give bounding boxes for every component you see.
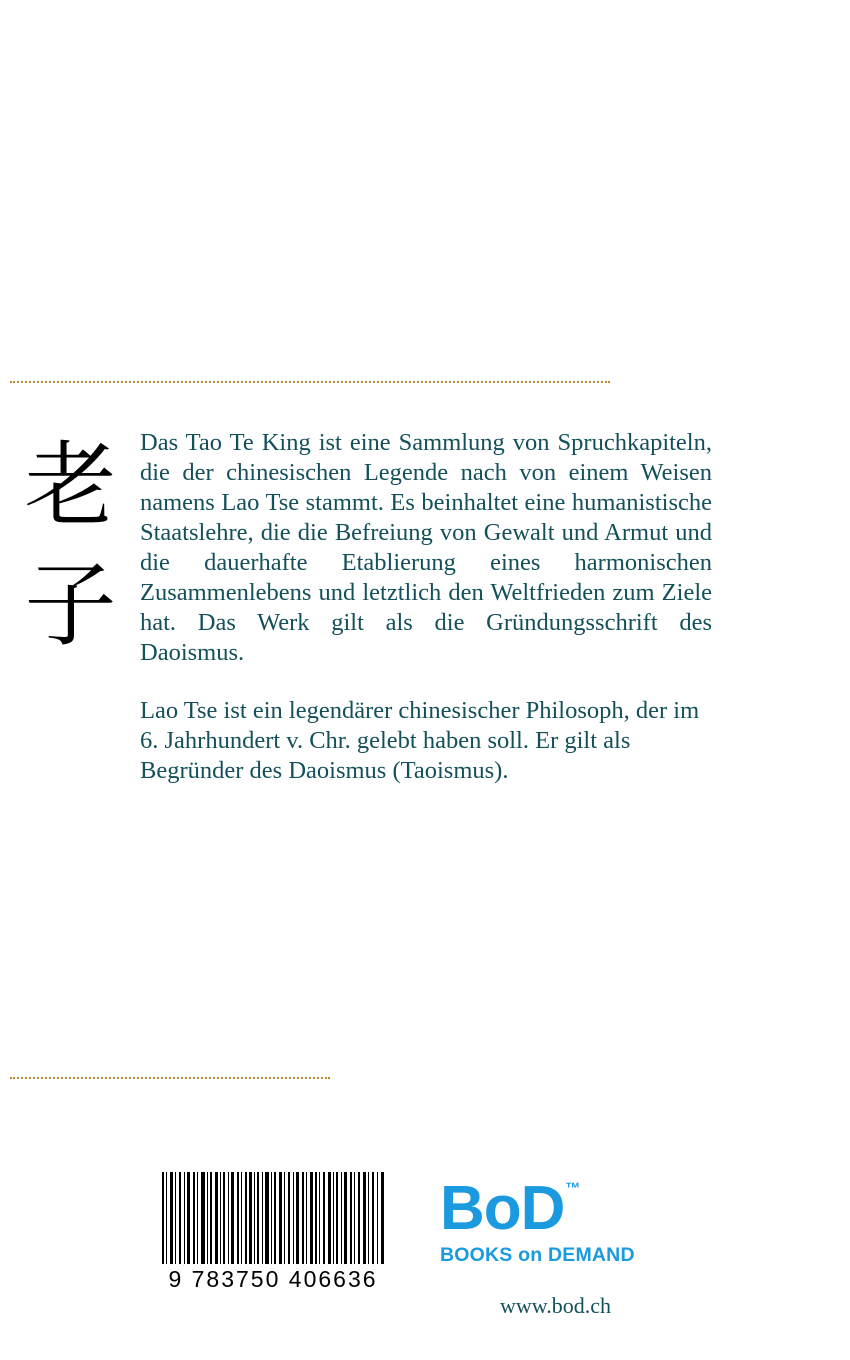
publisher-website: www.bod.ch: [500, 1293, 611, 1318]
chinese-glyph-zi: 子: [24, 552, 117, 659]
blurb-paragraph-1: Das Tao Te King ist eine Sammlung von Spruchkapiteln, die der chinesischen Legende nach von einem Weisen namens Lao Tse stammt. Es beinhaltet eine humanistische Staatslehre, die die Befreiung von Gewalt und Armut und die dauerhafte Etablierung eines harmonischen Zusammenlebens und letztlich den Weltfrieden zum Ziele hat. Das Werk gilt als die Gründungsschrift des Daoismus.: [140, 429, 712, 666]
barcode-block: [160, 1172, 386, 1293]
publisher-logo-block: [440, 1174, 680, 1319]
barcode-image: [160, 1172, 386, 1264]
decorative-rule-bottom: [10, 1077, 330, 1079]
bod-tagline: BOOKS on DEMAND: [440, 1244, 635, 1266]
chinese-glyph-lao: 老: [24, 432, 117, 539]
blurb-text-column: [140, 428, 712, 786]
bod-logo: [440, 1174, 581, 1243]
trademark-symbol: ™: [565, 1180, 581, 1198]
bod-logo-text: BoD: [440, 1174, 565, 1243]
decorative-rule-top: [10, 381, 610, 383]
chinese-glyph-block: [18, 432, 123, 659]
barcode-number: 9 783750 406636: [168, 1266, 378, 1292]
blurb-paragraph-2: Lao Tse ist ein legendärer chinesischer Philosoph, der im 6. Jahrhundert v. Chr. gelebt haben soll. Er gilt als Begründer des Daoismus (Taoismus).: [140, 697, 700, 784]
